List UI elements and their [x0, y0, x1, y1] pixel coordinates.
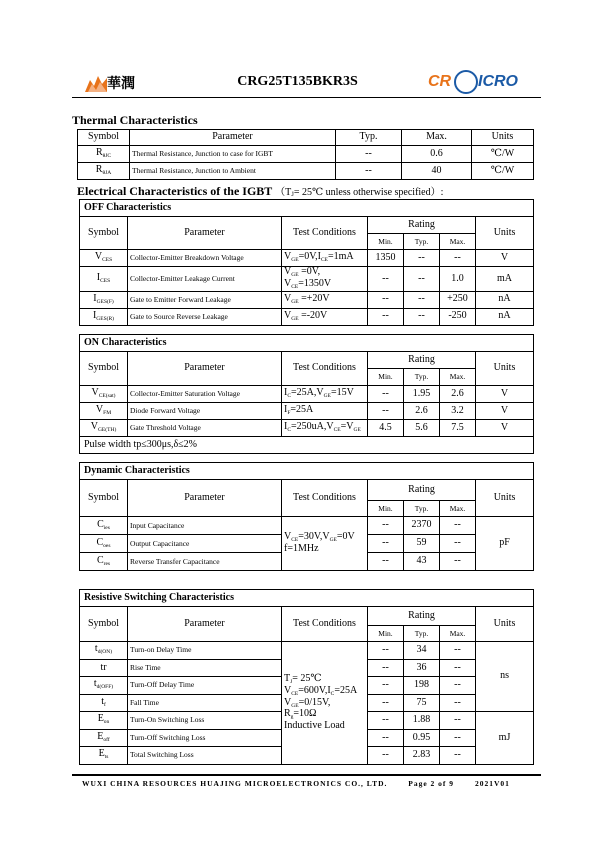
header-min: Min.	[368, 501, 404, 517]
table-row	[80, 308, 534, 325]
typ-cell: 75	[404, 694, 440, 712]
symbol-cell: $R_{\theta JA}$	[78, 163, 130, 180]
symbol-cell: $C_{res}$	[80, 553, 128, 571]
electrical-note: （Tⱼ= 25℃ unless otherwise specified）:	[275, 187, 444, 198]
header-row	[80, 352, 534, 369]
thermal-title: Thermal Characteristics	[72, 113, 198, 127]
footer-version: 2021V01	[474, 779, 510, 788]
parameter-cell: Total Switching Loss	[128, 747, 282, 765]
min-cell: --	[368, 729, 404, 747]
header-units: Units	[476, 480, 534, 517]
header-row	[80, 217, 534, 234]
parameter-cell: Turn-on Delay Time	[128, 642, 282, 660]
table-row	[80, 403, 534, 420]
typ-cell: 5.6	[404, 420, 440, 437]
symbol-cell: $R_{\theta JC}$	[78, 146, 130, 163]
note-row	[80, 437, 534, 454]
parameter-cell: Collector-Emitter Breakdown Voltage	[128, 250, 282, 267]
header-max: Max.	[440, 501, 476, 517]
symbol-cell: $C_{oes}$	[80, 535, 128, 553]
parameter-cell: Gate to Source Reverse Leakage	[128, 308, 282, 325]
max-cell: 0.6	[402, 146, 472, 163]
symbol-cell: $E_{off}$	[80, 729, 128, 747]
logo-right	[428, 72, 528, 96]
conditions-cell: $T_J=$ 25℃ $V_{CE}=600V,I_C=25A$ $V_{GE}=0/15V$, $R_g=10\Omega$ Inductive Load	[282, 642, 368, 765]
header-symbol: Symbol	[80, 352, 128, 386]
conditions-cell: $I_F=25A$	[282, 403, 368, 420]
thermal-header-row	[78, 130, 534, 146]
electrical-title	[77, 183, 443, 199]
footer	[82, 779, 510, 788]
units-cell: ℃/W	[472, 163, 534, 180]
table-row	[80, 267, 534, 292]
table-row	[80, 386, 534, 403]
min-cell: --	[368, 677, 404, 695]
typ-cell: 59	[404, 535, 440, 553]
header-typ: Typ.	[404, 369, 440, 386]
logo-cn-text: 華潤	[107, 77, 135, 92]
header-parameter: Parameter	[128, 352, 282, 386]
parameter-cell: Turn-Off Switching Loss	[128, 729, 282, 747]
table-row	[80, 642, 534, 660]
electrical-title-text: Electrical Characteristics of the IGBT	[77, 184, 273, 198]
parameter-cell: Rise Time	[128, 659, 282, 677]
thermal-header-cell: Max.	[402, 130, 472, 146]
typ-cell: --	[404, 308, 440, 325]
max-cell: --	[440, 712, 476, 730]
header-rating: Rating	[368, 607, 476, 626]
symbol-cell: $t_{d(OFF)}$	[80, 677, 128, 695]
units-cell: mJ	[476, 712, 534, 765]
header-min: Min.	[368, 369, 404, 386]
min-cell: --	[368, 642, 404, 660]
max-cell: --	[440, 535, 476, 553]
parameter-cell: Thermal Resistance, Junction to Ambient	[130, 163, 336, 180]
document-title: CRG25T135BKR3S	[237, 74, 358, 89]
min-cell: --	[368, 403, 404, 420]
conditions-cell: $V_{GE} =+20V$	[282, 291, 368, 308]
min-cell: --	[368, 694, 404, 712]
thermal-header-cell: Parameter	[130, 130, 336, 146]
table-row	[78, 163, 534, 180]
typ-cell: --	[404, 267, 440, 292]
symbol-cell: $V_{CES}$	[80, 250, 128, 267]
header-divider	[72, 97, 541, 98]
min-cell: --	[368, 553, 404, 571]
on-table	[79, 334, 534, 454]
table-caption: Dynamic Characteristics	[80, 463, 534, 480]
symbol-cell: $E_{on}$	[80, 712, 128, 730]
table-caption: ON Characteristics	[80, 335, 534, 352]
parameter-cell: Gate Threshold Voltage	[128, 420, 282, 437]
header-parameter: Parameter	[128, 217, 282, 250]
min-cell: --	[368, 747, 404, 765]
symbol-cell: $I_{GES(F)}$	[80, 291, 128, 308]
thermal-header-cell: Typ.	[336, 130, 402, 146]
header-max: Max.	[440, 369, 476, 386]
header-conditions: Test Conditions	[282, 480, 368, 517]
footer-page: Page 2 of 9	[408, 779, 455, 788]
header-typ: Typ.	[404, 234, 440, 250]
max-cell: --	[440, 553, 476, 571]
header-parameter: Parameter	[128, 607, 282, 642]
typ-cell: 2.6	[404, 403, 440, 420]
units-cell: V	[476, 386, 534, 403]
max-cell: --	[440, 250, 476, 267]
typ-cell: 2.83	[404, 747, 440, 765]
min-cell: --	[368, 535, 404, 553]
symbol-cell: $t_f$	[80, 694, 128, 712]
symbol-cell: $t_{d(ON)}$	[80, 642, 128, 660]
min-cell: --	[368, 291, 404, 308]
parameter-cell: Thermal Resistance, Junction to case for IGBT	[130, 146, 336, 163]
footer-divider	[72, 774, 541, 776]
conditions-cell: $V_{GE} =-20V$	[282, 308, 368, 325]
max-cell: --	[440, 517, 476, 535]
header-typ: Typ.	[404, 501, 440, 517]
typ-cell: 43	[404, 553, 440, 571]
units-cell: ℃/W	[472, 146, 534, 163]
header-symbol: Symbol	[80, 217, 128, 250]
symbol-cell: $E_{ts}$	[80, 747, 128, 765]
symbol-cell: $C_{ies}$	[80, 517, 128, 535]
table-row	[80, 291, 534, 308]
table-caption: Resistive Switching Characteristics	[80, 590, 534, 607]
header-units: Units	[476, 607, 534, 642]
parameter-cell: Fall Time	[128, 694, 282, 712]
parameter-cell: Collector-Emitter Leakage Current	[128, 267, 282, 292]
units-cell: ns	[476, 642, 534, 712]
units-cell: V	[476, 403, 534, 420]
max-cell: +250	[440, 291, 476, 308]
logo-m-circle-icon	[454, 70, 478, 94]
max-cell: 1.0	[440, 267, 476, 292]
typ-cell: 2370	[404, 517, 440, 535]
header-units: Units	[476, 217, 534, 250]
min-cell: 1350	[368, 250, 404, 267]
header-symbol: Symbol	[80, 607, 128, 642]
max-cell: -250	[440, 308, 476, 325]
thermal-table	[77, 129, 534, 180]
symbol-cell: $V_{CE(sat)}$	[80, 386, 128, 403]
dynamic-table	[79, 462, 534, 571]
header-conditions: Test Conditions	[282, 352, 368, 386]
thermal-header-cell: Units	[472, 130, 534, 146]
table-caption: OFF Characteristics	[80, 200, 534, 217]
typ-cell: 198	[404, 677, 440, 695]
typ-cell: --	[336, 146, 402, 163]
table-row	[80, 250, 534, 267]
max-cell: --	[440, 694, 476, 712]
logo-micro-text: ICRO	[478, 73, 518, 90]
table-row	[78, 146, 534, 163]
conditions-cell: $I_C=25A,V_{GE}=15V$	[282, 386, 368, 403]
header-min: Min.	[368, 234, 404, 250]
min-cell: --	[368, 308, 404, 325]
parameter-cell: Output Capacitance	[128, 535, 282, 553]
off-table	[79, 199, 534, 326]
header-row	[80, 480, 534, 501]
units-cell: mA	[476, 267, 534, 292]
header-max: Max.	[440, 234, 476, 250]
header-conditions: Test Conditions	[282, 217, 368, 250]
parameter-cell: Collector-Emitter Saturation Voltage	[128, 386, 282, 403]
header-symbol: Symbol	[80, 480, 128, 517]
min-cell: --	[368, 659, 404, 677]
pulse-note: Pulse width tp≤300μs,δ≤2%	[80, 437, 534, 454]
header-max: Max.	[440, 626, 476, 642]
parameter-cell: Turn-On Switching Loss	[128, 712, 282, 730]
header-rating: Rating	[368, 217, 476, 234]
units-cell: nA	[476, 291, 534, 308]
min-cell: 4.5	[368, 420, 404, 437]
conditions-cell: $V_{GE}=0V,I_{CE}=1mA$	[282, 250, 368, 267]
table-row	[80, 517, 534, 535]
caption-row	[80, 200, 534, 217]
min-cell: --	[368, 712, 404, 730]
parameter-cell: Turn-Off Delay Time	[128, 677, 282, 695]
parameter-cell: Reverse Transfer Capacitance	[128, 553, 282, 571]
max-cell: 7.5	[440, 420, 476, 437]
symbol-cell: $I_{CES}$	[80, 267, 128, 292]
logo-cr-text: CR	[428, 73, 452, 90]
max-cell: --	[440, 729, 476, 747]
symbol-cell: $V_{GE(TH)}$	[80, 420, 128, 437]
symbol-cell: tr	[80, 659, 128, 677]
max-cell: --	[440, 659, 476, 677]
switching-table	[79, 589, 534, 765]
caption-row	[80, 463, 534, 480]
caption-row	[80, 335, 534, 352]
max-cell: --	[440, 747, 476, 765]
units-cell: pF	[476, 517, 534, 571]
parameter-cell: Gate to Emitter Forward Leakage	[128, 291, 282, 308]
header-rating: Rating	[368, 352, 476, 369]
header-conditions: Test Conditions	[282, 607, 368, 642]
typ-cell: --	[404, 291, 440, 308]
header-parameter: Parameter	[128, 480, 282, 517]
thermal-header-cell: Symbol	[78, 130, 130, 146]
typ-cell: 0.95	[404, 729, 440, 747]
table-row	[80, 420, 534, 437]
header-units: Units	[476, 352, 534, 386]
units-cell: V	[476, 420, 534, 437]
symbol-cell: $V_{FM}$	[80, 403, 128, 420]
typ-cell: 1.95	[404, 386, 440, 403]
header-typ: Typ.	[404, 626, 440, 642]
typ-cell: --	[404, 250, 440, 267]
min-cell: --	[368, 267, 404, 292]
header-min: Min.	[368, 626, 404, 642]
parameter-cell: Input Capacitance	[128, 517, 282, 535]
header-row	[80, 607, 534, 626]
typ-cell: 34	[404, 642, 440, 660]
max-cell: --	[440, 677, 476, 695]
max-cell: 40	[402, 163, 472, 180]
typ-cell: --	[336, 163, 402, 180]
units-cell: V	[476, 250, 534, 267]
conditions-cell: $I_C=250uA,V_{CE}=V_{GE}$	[282, 420, 368, 437]
conditions-cell: $V_{CE}=30V,V_{GE}=0V$ f=1MHz	[282, 517, 368, 571]
symbol-cell: $I_{GES(R)}$	[80, 308, 128, 325]
typ-cell: 1.88	[404, 712, 440, 730]
max-cell: 3.2	[440, 403, 476, 420]
footer-company: WUXI CHINA RESOURCES HUAJING MICROELECTRONICS CO., LTD.	[82, 779, 388, 788]
min-cell: --	[368, 386, 404, 403]
min-cell: --	[368, 517, 404, 535]
typ-cell: 36	[404, 659, 440, 677]
parameter-cell: Diode Forward Voltage	[128, 403, 282, 420]
header-rating: Rating	[368, 480, 476, 501]
conditions-cell: $V_{GE} =0V$, $V_{CE}=1350V$	[282, 267, 368, 292]
max-cell: --	[440, 642, 476, 660]
max-cell: 2.6	[440, 386, 476, 403]
caption-row	[80, 590, 534, 607]
units-cell: nA	[476, 308, 534, 325]
